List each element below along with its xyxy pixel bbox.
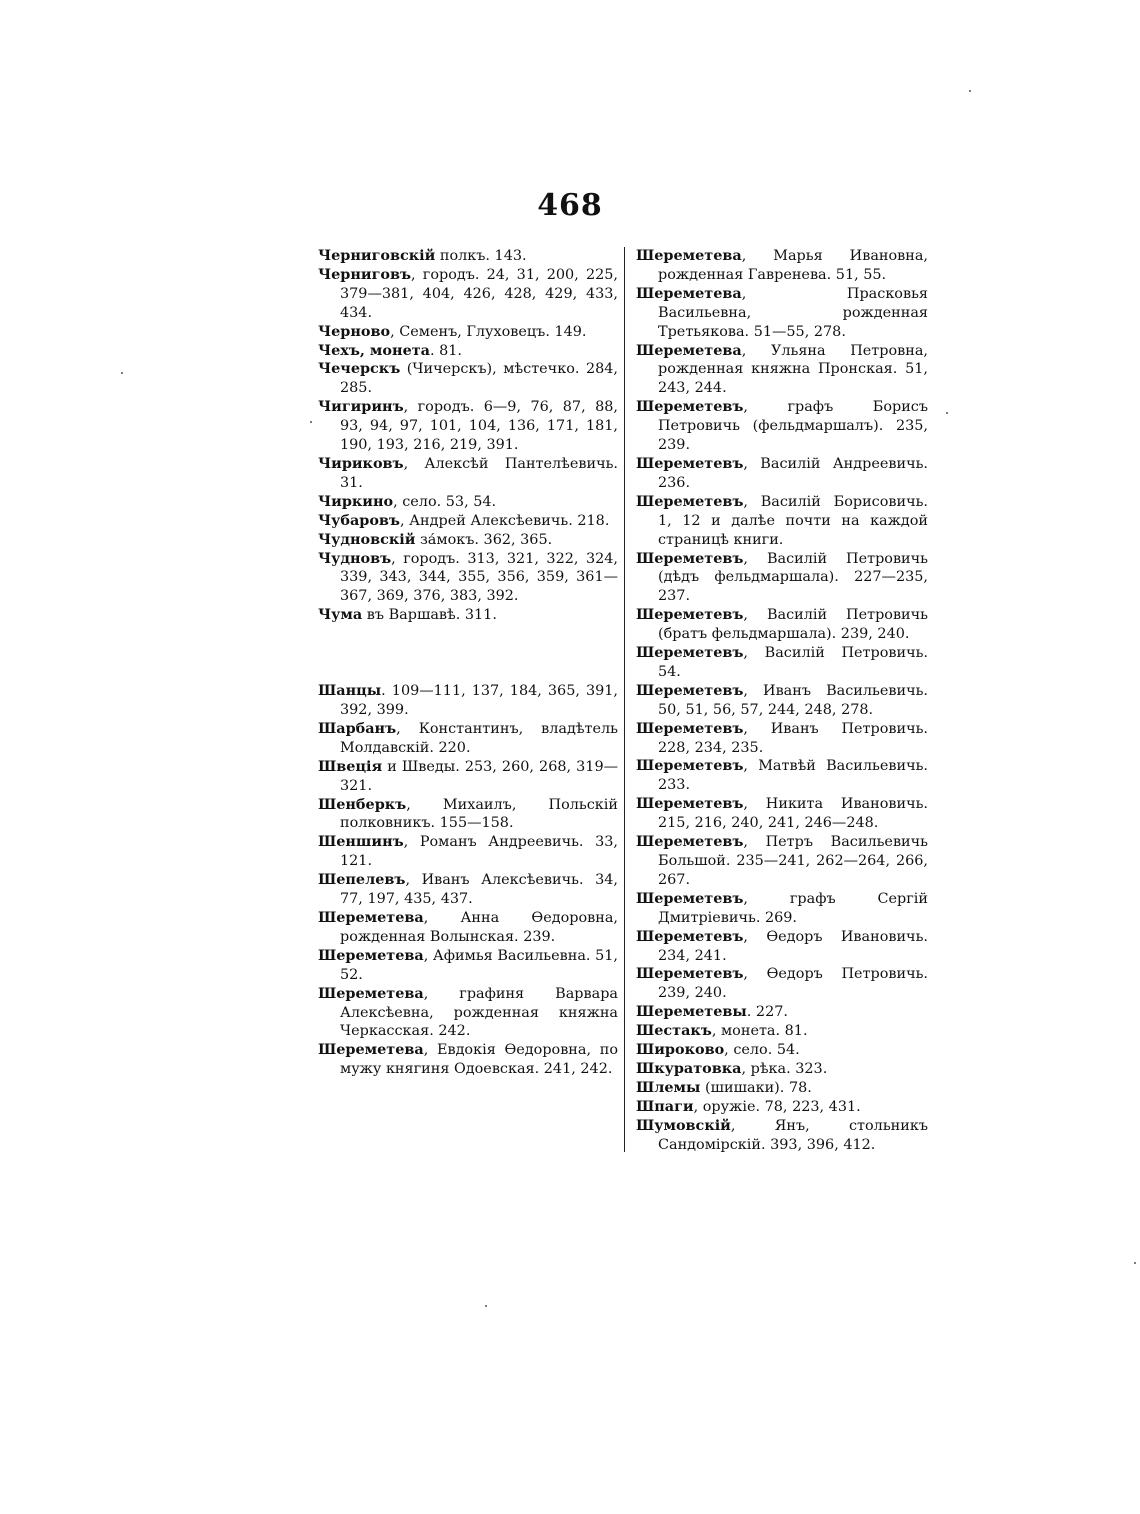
index-entry <box>636 833 928 890</box>
index-entry <box>636 398 928 455</box>
entry-references: , Алексѣй Пантелѣевичь. 31. <box>340 455 618 491</box>
index-entry <box>636 965 928 1003</box>
entry-headword: Шестакъ <box>636 1022 712 1040</box>
entry-references: , село. 53, 54. <box>393 493 497 510</box>
entry-headword: Шереметева <box>636 284 742 302</box>
entry-headword: Чубаровъ <box>318 511 400 529</box>
entry-references: , Иванъ Алексѣевичь. 34, 77, 197, 435, 437. <box>340 872 618 908</box>
entry-references: , городъ. 24, 31, 200, 225, 379—381, 404, 426, 428, 429, 433, 434. <box>340 266 618 321</box>
entry-headword: Шарбанъ <box>318 719 397 737</box>
entry-headword: Шереметевъ <box>636 889 744 907</box>
entry-references: , Василій Петровичь. 54. <box>658 645 928 680</box>
index-entry <box>318 550 618 607</box>
entry-references: , графиня Варвара Алексѣевна, рожденная княжна Черкасская. 242. <box>340 985 618 1040</box>
index-entry <box>636 1003 928 1022</box>
index-entry <box>318 531 618 550</box>
entry-headword: Шереметевъ <box>636 644 744 662</box>
index-entry <box>636 795 928 833</box>
entry-headword: Черниговскій <box>318 247 436 264</box>
index-entry <box>636 285 928 342</box>
entry-references: , Анна Ѳедоровна, рожденная Волынская. 239. <box>340 910 618 945</box>
entry-headword: Шкуратовка <box>636 1059 742 1077</box>
entry-headword: Шепелевъ <box>318 871 406 889</box>
entry-headword: Чечерскъ <box>318 360 401 378</box>
entry-references: , Романъ Андреевичь. 33, 121. <box>340 834 618 870</box>
scan-speck <box>485 1305 487 1307</box>
entry-references: , Андрей Алексѣевичь. 218. <box>399 512 610 529</box>
index-entry <box>318 323 618 342</box>
entry-references: (Чичерскъ), мѣстечко. 284, 285. <box>340 361 618 397</box>
entry-references: , графъ Борисъ Петровичь (фельдмаршалъ). 235, 239. <box>658 399 928 454</box>
entry-headword: Шереметевъ <box>636 927 744 945</box>
entry-references: , Петръ Васильевичь Большой. 235—241, 262—264, 266, 267. <box>658 834 928 888</box>
entry-headword: Шереметева <box>318 946 424 964</box>
entry-headword: Чудновскій <box>318 530 416 548</box>
index-entry <box>318 606 618 625</box>
index-entry <box>318 833 618 871</box>
entry-headword: Шереметевъ <box>636 757 744 775</box>
entry-headword: Шереметевъ <box>636 454 744 472</box>
entry-references: (шишаки). 78. <box>700 1079 812 1096</box>
entry-references: , Семенъ, Глуховецъ. 149. <box>390 323 587 340</box>
entry-references: , Марья Ивановна, рожденная Гавренева. 51, 55. <box>658 248 928 283</box>
entry-references: полкъ. 143. <box>435 248 527 264</box>
index-entry <box>636 342 928 399</box>
index-entry <box>636 550 928 607</box>
entry-references: , Василій Борисовичь. 1, 12 и далѣе почти на каждой страницѣ книги. <box>658 493 928 548</box>
index-entry <box>636 1060 928 1079</box>
entry-headword: Чудновъ <box>318 549 392 567</box>
entry-references: , Ѳедоръ Ивановичь. 234, 241. <box>658 928 928 964</box>
index-entry <box>318 360 618 398</box>
entry-references: , графъ Сергій Дмитріевичь. 269. <box>658 890 928 926</box>
entry-references: . 227. <box>746 1004 788 1021</box>
entry-references: въ Варшавѣ. 311. <box>362 607 497 624</box>
entry-headword: Чиркино <box>318 492 394 510</box>
entry-references: , Василій Петровичь (дѣдъ фельдмаршала). 227—235, 237. <box>658 550 928 605</box>
index-entry <box>636 606 928 644</box>
entry-references: , Иванъ Васильевичь. 50, 51, 56, 57, 244, 248, 278. <box>658 682 928 718</box>
index-entry <box>636 1041 928 1060</box>
index-entry <box>636 757 928 795</box>
index-entry <box>318 266 618 323</box>
entry-headword: Шереметева <box>318 909 424 926</box>
entry-headword: Шереметевъ <box>636 719 744 737</box>
entry-headword: Чириковъ <box>318 454 404 472</box>
index-entry <box>318 247 618 266</box>
scan-speck <box>1134 1262 1136 1264</box>
entry-headword: Чигиринъ <box>318 398 404 416</box>
page-number: 468 <box>537 188 603 223</box>
index-entry <box>636 1098 928 1117</box>
entry-references: , Евдокія Ѳедоровна, по мужу княгиня Одоевская. 241, 242. <box>340 1042 618 1078</box>
entry-references: , Никита Ивановичь. 215, 216, 240, 241, 246—248. <box>658 796 928 832</box>
entry-headword: Шереметевъ <box>636 681 744 699</box>
index-entry <box>636 1022 928 1041</box>
index-entry <box>318 909 618 947</box>
entry-references: , Матвѣй Васильевичь. 233. <box>658 758 928 794</box>
entry-references: , городъ. 6—9, 76, 87, 88, 93, 94, 97, 101, 104, 136, 171, 181, 190, 193, 216, 219, 391. <box>340 399 618 454</box>
entry-references: , Прасковья Васильевна, рожденная Третьякова. 51—55, 278. <box>658 285 928 340</box>
entry-references: , Константинъ, владѣтель Молдавскій. 220. <box>340 720 618 756</box>
entry-references: за́мокъ. 362, 365. <box>415 531 553 548</box>
column-divider <box>624 247 625 1152</box>
entry-references: , Янъ, стольникъ Сандомірскій. 393, 396, 412. <box>658 1117 928 1153</box>
entry-references: . 81. <box>429 342 463 359</box>
index-entry <box>636 890 928 928</box>
entry-references: , село. 54. <box>724 1042 800 1059</box>
entry-headword: Швеція <box>318 757 383 775</box>
entry-headword: Шлемы <box>636 1078 701 1096</box>
entry-references: , Ѳедоръ Петровичь. 239, 240. <box>658 966 928 1002</box>
entry-headword: Шереметева <box>318 984 424 1002</box>
entry-headword: Шереметевъ <box>636 833 744 851</box>
entry-references: , Иванъ Петровичь. 228, 234, 235. <box>658 720 928 756</box>
scan-speck <box>946 412 948 414</box>
index-entry <box>318 398 618 455</box>
entry-headword: Шереметевъ <box>636 965 744 983</box>
index-entry <box>636 455 928 493</box>
index-entry <box>636 644 928 682</box>
scan-speck <box>121 372 123 374</box>
entry-references: и Шведы. 253, 260, 268, 319—321. <box>340 758 618 794</box>
index-entry <box>318 1041 618 1079</box>
entry-headword: Шереметева <box>636 341 742 359</box>
entry-headword: Шумовскій <box>636 1116 731 1134</box>
scan-speck <box>310 421 312 423</box>
entry-references: , Ульяна Петровна, рожденная княжна Пронская. 51, 243, 244. <box>658 342 928 397</box>
entry-headword: Шпаги <box>636 1097 694 1115</box>
entry-references: , Василій Андреевичь. 236. <box>658 455 928 491</box>
index-entry <box>636 1117 928 1155</box>
index-entry <box>318 720 618 758</box>
entry-references: , рѣка. 323. <box>741 1060 828 1077</box>
entry-headword: Шереметевъ <box>636 492 744 510</box>
entry-headword: Шереметевы <box>636 1003 747 1021</box>
index-column-right <box>636 247 928 1155</box>
entry-headword: Широково <box>636 1041 725 1059</box>
index-entry <box>318 758 618 796</box>
entry-headword: Шереметева <box>636 247 742 264</box>
entry-headword: Шенберкъ <box>318 795 407 813</box>
entry-headword: Шеншинъ <box>318 833 404 851</box>
entry-references: . 109—111, 137, 184, 365, 391, 392, 399. <box>340 683 618 719</box>
index-entry <box>318 871 618 909</box>
index-entry <box>318 493 618 512</box>
entry-headword: Черново <box>318 322 391 340</box>
index-entry <box>318 796 618 834</box>
index-entry <box>318 342 618 361</box>
index-entry <box>636 1079 928 1098</box>
entry-references: , Василій Петровичь (братъ фельдмаршала). 239, 240. <box>658 607 928 643</box>
section-gap <box>318 625 618 682</box>
index-entry <box>636 682 928 720</box>
entry-headword: Черниговъ <box>318 265 412 283</box>
index-entry <box>636 493 928 550</box>
index-entry <box>318 985 618 1042</box>
entry-references: , Михаилъ, Польскій полковникъ. 155—158. <box>340 796 618 832</box>
index-entry <box>318 512 618 531</box>
entry-headword: Шанцы <box>318 682 382 700</box>
entry-headword: Шереметевъ <box>636 549 744 567</box>
index-entry <box>318 455 618 493</box>
index-entry <box>636 247 928 285</box>
index-entry <box>636 720 928 758</box>
entry-headword: Шереметева <box>318 1041 424 1059</box>
entry-references: , Афимья Васильевна. 51, 52. <box>340 947 618 983</box>
index-entry <box>318 682 618 720</box>
entry-headword: Чехъ, монета <box>318 341 430 359</box>
entry-headword: Шереметевъ <box>636 606 744 624</box>
entry-headword: Шереметевъ <box>636 795 744 813</box>
entry-references: , оружіе. 78, 223, 431. <box>693 1098 861 1115</box>
entry-headword: Чума <box>318 606 363 624</box>
entry-references: , монета. 81. <box>711 1023 808 1040</box>
entry-headword: Шереметевъ <box>636 398 744 416</box>
index-entry <box>636 928 928 966</box>
scan-speck <box>969 90 971 92</box>
entry-references: , городъ. 313, 321, 322, 324, 339, 343, 344, 355, 356, 359, 361—367, 369, 376, 383, 392. <box>340 550 618 605</box>
index-entry <box>318 947 618 985</box>
index-column-left <box>318 247 618 1079</box>
